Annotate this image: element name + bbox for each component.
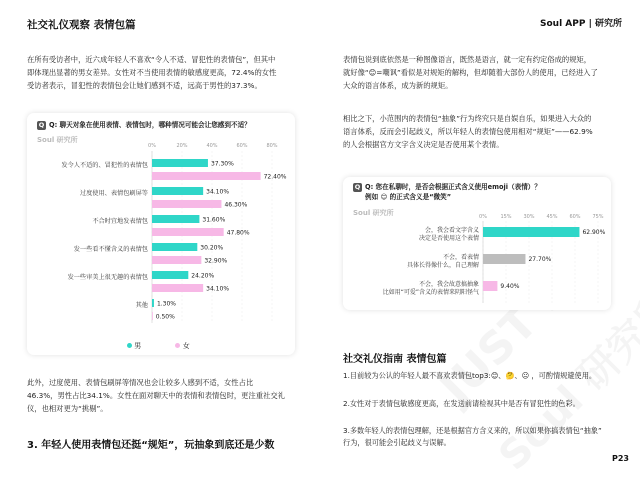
chart-card-emoji-meaning xyxy=(343,177,611,310)
category-label: 决定是否使用这个表情 xyxy=(418,235,479,242)
bar-value-label: 62.90% xyxy=(582,229,606,236)
x-tick-label: 45% xyxy=(546,214,558,220)
bar-value-label: 9.40% xyxy=(500,283,520,290)
bar-male xyxy=(152,159,208,167)
brand-logo: Soul APP | 研究所 xyxy=(540,19,623,29)
x-tick-label: 30% xyxy=(523,214,535,220)
bar xyxy=(483,281,497,291)
bar-female xyxy=(152,284,203,292)
right-intro-paragraph xyxy=(343,53,633,93)
category-label: 发一些看不懂含义的表情包 xyxy=(73,246,148,253)
chart-card-discomfort xyxy=(27,113,295,355)
category-label: 会，我会看文字含义 xyxy=(424,227,479,234)
category-label: 不合时宜地发表情包 xyxy=(92,218,148,225)
category-label: 比如用“可爱”含义的表情来阴阳怪气 xyxy=(382,289,479,296)
question-badge-icon: Q xyxy=(354,183,361,191)
text-line: 此外，过度使用、表情包刷屏等情况也会让较多人感到不适，女性占比 xyxy=(27,378,254,387)
guide-tip-3: 3.多数年轻人的表情包理解，还是根据官方含义来的，所以如果你搞表情包“抽象” 行为，很可能会引起歧义与误解。 xyxy=(343,426,602,447)
bar-value-label: 27.70% xyxy=(528,256,552,263)
x-tick-label: 75% xyxy=(592,214,604,220)
bar-female xyxy=(152,312,153,320)
x-tick-label: 0% xyxy=(148,143,156,149)
x-tick-label: 60% xyxy=(569,214,581,220)
question-badge-icon: Q xyxy=(38,121,45,129)
bar-value-label: 30.20% xyxy=(200,244,224,252)
bar xyxy=(483,254,525,264)
bar-value-label: 72.40% xyxy=(263,173,287,181)
x-tick-label: 20% xyxy=(176,143,188,149)
chart-discomfort-bars xyxy=(27,113,295,355)
bar-female xyxy=(152,228,224,236)
text-line: 受访者表示，冒犯性的表情包会让她们感到不适，远高于男性的37.3%。 xyxy=(27,81,262,91)
section-heading-3: 3. 年轻人使用表情包还挺“规矩”，玩抽象到底还是少数 xyxy=(27,440,275,451)
page-number: P23 xyxy=(612,454,629,463)
text-line: 语言体系，反而会引起歧义，所以年轻人的表情包使用相对“规矩”——62.9% xyxy=(343,127,593,137)
text-line: 仪，也相对更为“挑剔”。 xyxy=(27,404,108,414)
category-label: 发一些审美上很无趣的表情包 xyxy=(67,274,148,281)
legend-label-male: 男 xyxy=(134,342,142,350)
bar-value-label: 0.50% xyxy=(155,313,175,321)
bar-male xyxy=(152,215,199,223)
bar-female xyxy=(152,172,261,180)
category-label: 过度使用、表情包刷屏等 xyxy=(79,190,148,197)
bar-male xyxy=(152,271,188,279)
chart-question-line: Q Q: 您在私聊时，是否会根据正式含义使用emoji（表情）？ xyxy=(354,183,541,191)
chart-legend xyxy=(127,341,190,351)
text-line: 即体现出显著的男女差异。女性对不当使用表情的敏感度更高，72.4%的女性 xyxy=(27,68,277,78)
legend-swatch-female xyxy=(175,343,180,348)
bar-value-label: 47.80% xyxy=(226,229,250,237)
bar-value-label: 1.30% xyxy=(156,300,177,308)
page-title: 社交礼仪观察 表情包篇 xyxy=(27,19,136,31)
bar-value-label: 32.90% xyxy=(204,257,228,265)
category-label: 不会，看表情 xyxy=(442,254,479,261)
bar-male xyxy=(152,243,197,251)
bar-female xyxy=(152,200,221,208)
category-label: 发令人不适的、冒犯性的表情包 xyxy=(61,162,148,169)
x-tick-label: 80% xyxy=(266,143,278,149)
chart-emoji-meaning-bars xyxy=(343,177,611,310)
left-outro-paragraph xyxy=(27,376,317,416)
legend-label-female: 女 xyxy=(182,342,190,350)
category-label: 不会，我会故意搞抽象 xyxy=(418,281,479,288)
x-tick-label: 60% xyxy=(236,143,248,149)
bar-value-label: 34.10% xyxy=(206,188,230,196)
text-line: 大众的语言体系，成为新的规矩。 xyxy=(343,81,453,91)
x-tick-label: 0% xyxy=(479,214,487,220)
category-label: 其他 xyxy=(135,302,148,309)
chart-watermark-logo: Soul 研究所 xyxy=(353,209,394,217)
guide-tip-1: 1.目前较为公认的年轻人最不喜欢表情包top3:😊、🤔、😐 ，可酌情规避使用。 xyxy=(343,371,597,380)
bar-value-label: 24.20% xyxy=(191,272,215,280)
chart-question-line: 例如 😊 的正式含义是“微笑” xyxy=(365,192,452,201)
legend-swatch-male xyxy=(127,343,132,348)
x-tick-label: 15% xyxy=(500,214,512,220)
text-line: 在所有受访者中，近六成年轻人不喜欢“令人不适、冒犯性的表情包”，但其中 xyxy=(27,55,276,64)
bar-female xyxy=(152,256,201,264)
left-intro-paragraph xyxy=(27,53,317,93)
text-line: 46.3%，男性占比34.1%。女性在面对聊天中的表情和表情包时，更注重社交礼 xyxy=(27,391,285,401)
bar-male xyxy=(152,187,203,195)
text-line: 表情包说到底依然是一种图像语言，既然是语言，就一定有约定俗成的规矩， xyxy=(343,55,592,64)
bar-value-label: 37.30% xyxy=(210,160,234,168)
section-heading-guide: 社交礼仪指南 表情包篇 xyxy=(343,354,447,365)
text-line: 就好像“😊=嘲讽”看似是对规矩的解构，但却随着大部份人的使用，已经进入了 xyxy=(343,68,598,78)
chart-watermark-logo: Soul 研究所 xyxy=(37,136,78,144)
text-line: 相比之下，小范围内的表情包“抽象”行为终究只是自娱自乐，如果进入大众的 xyxy=(343,114,592,123)
right-para2 xyxy=(343,112,633,152)
category-label: 具体长得像什么，自己理解 xyxy=(406,262,479,269)
bar-value-label: 34.10% xyxy=(206,285,230,293)
text-line: 的人会根据官方文字含义决定是否使用某个表情。 xyxy=(343,140,504,150)
x-tick-label: 40% xyxy=(206,143,218,149)
guide-tip-2: 2.女性对于表情包敏感度更高，在发送前请检视其中是否有冒犯性的色彩。 xyxy=(343,399,580,408)
bar-value-label: 31.60% xyxy=(202,216,226,224)
chart-question-text: Q: 聊天对象在使用表情、表情包时，哪种情况可能会让您感到不适？ xyxy=(49,121,251,129)
bar-male xyxy=(152,299,154,307)
bar xyxy=(483,227,579,237)
bar-value-label: 46.30% xyxy=(224,201,248,209)
